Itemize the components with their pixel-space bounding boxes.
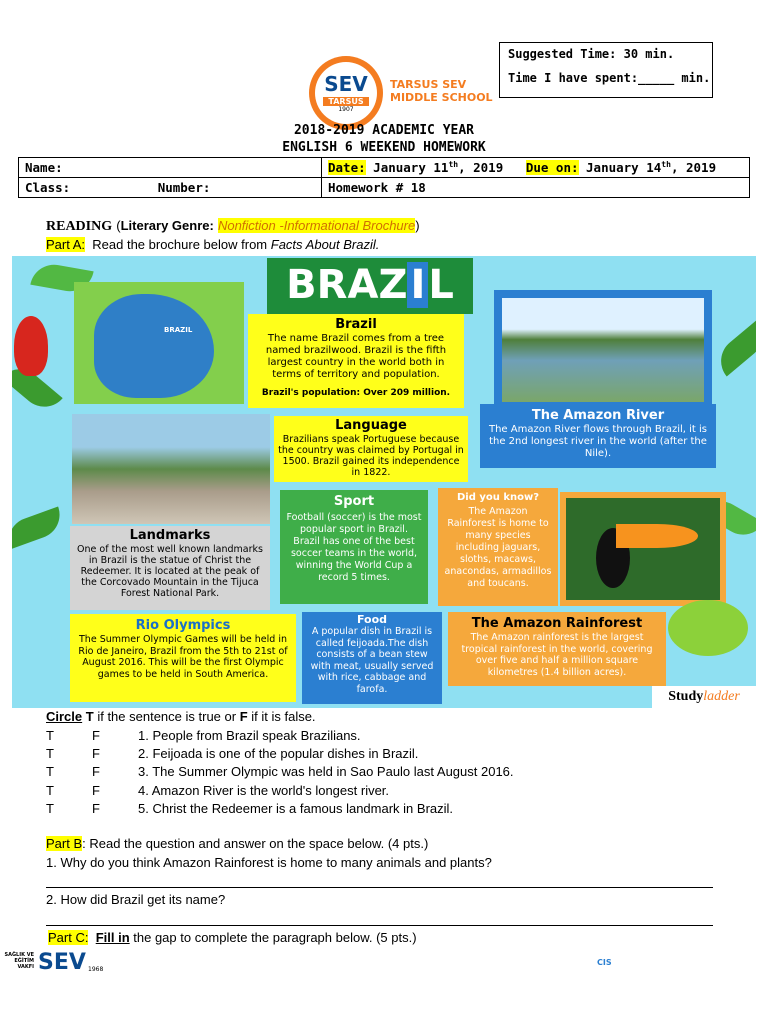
tf-statement: 1. People from Brazil speak Brazilians. <box>138 728 361 743</box>
tf-true-option[interactable]: T <box>46 783 54 798</box>
school-logo <box>309 56 383 130</box>
language-text: Brazilians speak Portuguese because the country was claimed by Portugal in 1500. Brazil gained its independence in 1822. <box>278 434 464 478</box>
time-box <box>499 42 713 98</box>
homework-number-cell <box>322 178 750 198</box>
academic-year-title: 2018-2019 ACADEMIC YEAR <box>293 123 474 138</box>
date-value: January 11 <box>373 160 449 176</box>
circle-instruction <box>46 709 316 724</box>
reading-label: READING <box>46 219 113 234</box>
tf-true-option[interactable]: T <box>46 728 54 743</box>
logo-sev-text: SEV <box>324 72 368 96</box>
tf-false-option[interactable]: F <box>92 764 100 779</box>
logo-year: 1907 <box>338 106 354 113</box>
tf-false-option[interactable]: F <box>92 783 100 798</box>
banner-letter: A <box>347 262 379 308</box>
circle-t: T <box>85 709 94 724</box>
homework-title: ENGLISH 6 WEEKEND HOMEWORK <box>282 140 486 155</box>
school-name-line2: MIDDLE SCHOOL <box>390 91 493 104</box>
part-a-source: Facts About Brazil. <box>270 237 380 252</box>
banner-letter: Z <box>378 262 408 308</box>
student-info-table <box>18 157 750 198</box>
landmarks-text: One of the most well known landmarks in Brazil is the statue of Christ the Redeemer. It is located at the peak of the Corcovado Mountain in the Tijuca Forest National Park. <box>77 544 263 599</box>
banner-letter: L <box>428 262 454 308</box>
amazon-river-photo-frame <box>494 290 712 410</box>
cis-logo: CIS <box>597 958 612 967</box>
sport-title: Sport <box>333 494 375 509</box>
rio-olympics-title: Rio Olympics <box>135 618 231 633</box>
due-label: Due on: <box>525 160 579 176</box>
rio-olympics-panel <box>70 614 296 702</box>
banner-letter: I <box>407 262 428 308</box>
part-a-label: Part A: <box>46 237 86 252</box>
leaf-decoration <box>12 506 66 549</box>
genre-value: Nonfiction -Informational Brochure <box>217 218 416 233</box>
brazil-brochure <box>12 256 756 708</box>
landmarks-panel <box>70 526 270 610</box>
footer-saglik-1: SAĞLIK VE <box>4 952 34 958</box>
footer-sev: SEV <box>38 950 86 975</box>
brazil-panel <box>248 314 464 408</box>
tf-statement: 2. Feijoada is one of the popular dishes in Brazil. <box>138 746 419 761</box>
due-value: January 14 <box>586 160 662 176</box>
part-b-label: Part B <box>46 836 83 851</box>
sport-text: Football (soccer) is the most popular sport in Brazil. Brazil has one of the best soccer teams in the world, winning the World Cup a record 5 times. <box>286 512 422 583</box>
leaf-decoration <box>711 320 756 377</box>
answer-line-2[interactable] <box>46 925 713 926</box>
answer-line-1[interactable] <box>46 887 713 888</box>
rainforest-title: The Amazon Rainforest <box>471 616 643 631</box>
amazon-river-title: The Amazon River <box>531 408 665 423</box>
time-spent: Time I have spent:_____ min. <box>508 71 711 85</box>
rio-landmark-photo <box>72 414 270 524</box>
name-cell[interactable] <box>19 158 322 178</box>
genre-close: ) <box>415 218 420 233</box>
number-label: Number: <box>157 180 211 195</box>
sport-panel <box>280 490 428 604</box>
footer-saglik-3: VAKFI <box>17 964 34 970</box>
due-year: , 2019 <box>670 160 717 176</box>
tf-statement: 5. Christ the Redeemer is a famous landmark in Brazil. <box>138 801 454 816</box>
tf-true-option[interactable]: T <box>46 746 54 761</box>
tf-false-option[interactable]: F <box>92 728 100 743</box>
homework-number: Homework # 18 <box>328 180 426 195</box>
date-year: , 2019 <box>458 160 504 176</box>
tf-false-option[interactable]: F <box>92 801 100 816</box>
chameleon-image <box>668 600 748 656</box>
logo-city: TARSUS <box>323 97 369 106</box>
did-you-know-panel <box>438 488 558 606</box>
circle-mid: if the sentence is true or <box>93 709 240 724</box>
tf-statement: 3. The Summer Olympic was held in Sao Paulo last August 2016. <box>138 764 514 779</box>
food-text: A popular dish in Brazil is called feijoada.The dish consists of a bean stew with meat, usually served with rice, cabbage and farofa. <box>310 626 434 695</box>
banner-letter: R <box>316 262 348 308</box>
class-label: Class: <box>25 180 71 195</box>
parrot-image <box>14 316 48 376</box>
studyladder-logo <box>652 686 756 708</box>
part-a-line <box>46 237 379 252</box>
date-sup: th <box>448 159 459 169</box>
suggested-time: Suggested Time: 30 min. <box>508 47 675 61</box>
date-cell <box>322 158 750 178</box>
brazil-map-image <box>74 282 244 404</box>
amazon-river-text: The Amazon River flows through Brazil, it is the 2nd longest river in the world (after the Nile). <box>488 424 708 459</box>
part-b-question-1: 1. Why do you think Amazon Rainforest is home to many animals and plants? <box>46 855 492 870</box>
language-panel <box>274 416 468 482</box>
reading-header <box>46 218 420 235</box>
did-you-know-title: Did you know? <box>456 492 540 503</box>
name-label: Name: <box>25 160 63 175</box>
circle-word: Circle <box>46 709 83 724</box>
date-label: Date: <box>328 160 366 176</box>
class-number-cell[interactable] <box>19 178 322 198</box>
brazil-panel-title: Brazil <box>335 317 377 332</box>
part-c-instruction: the gap to complete the paragraph below. (5 pts.) <box>129 930 417 945</box>
brazil-panel-text: The name Brazil comes from a tree named brazilwood. Brazil is the fifth largest country in the world both in terms of territory and population. <box>265 333 447 380</box>
genre-label: Literary Genre: <box>120 218 214 233</box>
genre-open: ( <box>116 218 121 233</box>
part-b-instruction: : Read the question and answer on the space below. (4 pts.) <box>82 836 429 851</box>
rainforest-panel <box>448 612 666 686</box>
landmarks-title: Landmarks <box>129 528 211 543</box>
tf-true-option[interactable]: T <box>46 764 54 779</box>
tf-statement: 4. Amazon River is the world's longest river. <box>138 783 390 798</box>
language-title: Language <box>335 418 407 433</box>
part-c-fill: Fill in <box>95 930 130 945</box>
part-c-label: Part C: <box>48 930 89 945</box>
studyladder-a: Study <box>668 689 704 704</box>
did-you-know-text: The Amazon Rainforest is home to many species including jaguars, sloths, macaws, anacondas, armadillos and toucans. <box>444 506 552 589</box>
food-panel <box>302 612 442 704</box>
studyladder-b: ladder <box>703 689 740 704</box>
banner-letter: B <box>286 262 317 308</box>
brazil-banner <box>267 258 473 314</box>
school-name <box>390 78 493 104</box>
footer-sev-logo <box>4 952 104 976</box>
footer-saglik-2: EĞİTİM <box>14 958 34 964</box>
part-a-instruction: Read the brochure below from <box>92 237 268 252</box>
toucan-photo-frame <box>560 492 726 606</box>
amazon-river-panel <box>480 404 716 468</box>
tf-true-option[interactable]: T <box>46 801 54 816</box>
food-title: Food <box>356 613 388 626</box>
part-b-line <box>46 836 428 851</box>
part-c-line <box>48 930 417 945</box>
footer-year: 1968 <box>88 966 104 973</box>
tf-false-option[interactable]: F <box>92 746 100 761</box>
rio-olympics-text: The Summer Olympic Games will be held in Rio de Janeiro, Brazil from the 5th to 21st of August 2016. This will be the first Olympic games to be held in South America. <box>78 634 288 680</box>
part-b-question-2: 2. How did Brazil get its name? <box>46 892 226 907</box>
brazil-population: Brazil's population: Over 209 million. <box>261 388 451 398</box>
circle-end: if it is false. <box>247 709 316 724</box>
circle-f: F <box>239 709 248 724</box>
due-sup: th <box>661 159 671 169</box>
map-label: BRAZIL <box>164 326 193 334</box>
rainforest-text: The Amazon rainforest is the largest tropical rainforest in the world, covering over five and half a million square kilometres (1.4 billion acres). <box>461 632 653 678</box>
school-name-line1: TARSUS SEV <box>390 78 467 91</box>
